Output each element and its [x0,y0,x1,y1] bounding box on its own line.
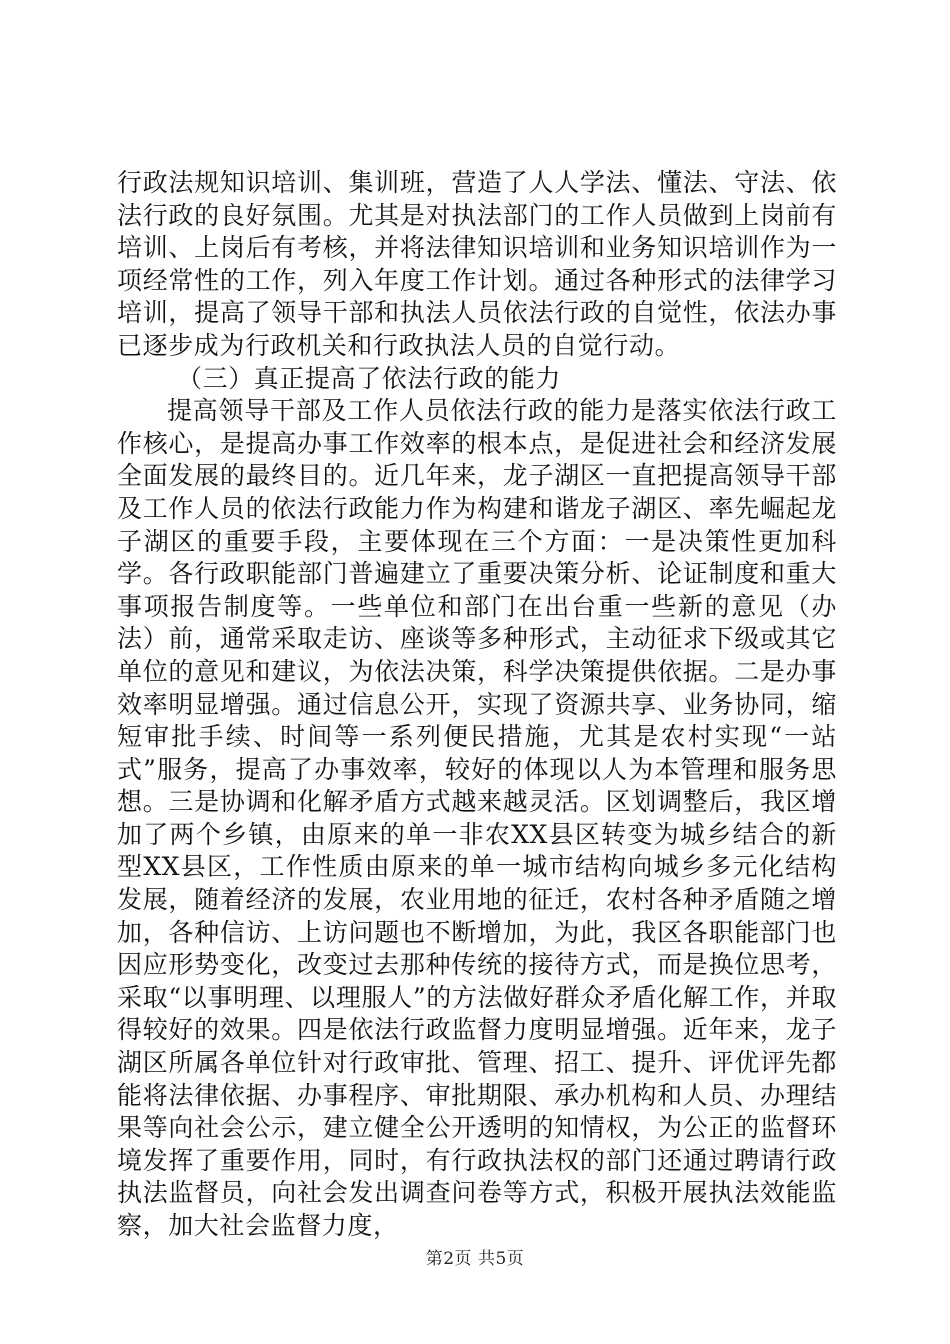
paragraph-continuation: 行政法规知识培训、集训班，营造了人人学法、懂法、守法、依法行政的良好氛围。尤其是对执法部门的工作人员做到上岗前有培训、上岗后有考核，并将法律知识培训和业务知识培训作为一项经常性的工作，列入年度工作计划。通过各种形式的法律学习培训，提高了领导干部和执法人员依法行政的自觉性，依法办事已逐步成为行政机关和行政执法人员的自觉行动。 [117,168,837,360]
document-body [117,167,837,1243]
section-heading: （三）真正提高了依法行政的能力 [177,363,562,393]
page-footer: 第2页 共5页 [425,1249,525,1269]
paragraph-main: 提高领导干部及工作人员依法行政的能力是落实依法行政工作核心，是提高办事工作效率的根本点，是促进社会和经济发展全面发展的最终目的。近几年来，龙子湖区一直把提高领导干部及工作人员的依法行政能力作为构建和谐龙子湖区、率先崛起龙子湖区的重要手段，主要体现在三个方面：一是决策性更加科学。各行政职能部门普遍建立了重要决策分析、论证制度和重大事项报告制度等。一些单位和部门在出台重一些新的意见（办法）前，通常采取走访、座谈等多种形式，主动征求下级或其它单位的意见和建议，为依法决策，科学决策提供依据。二是办事效率明显增强。通过信息公开，实现了资源共享、业务协同，缩短审批手续、时间等一系列便民措施，尤其是农村实现“一站式”服务，提高了办事效率，较好的体现以人为本管理和服务思想。三是协调和化解矛盾方式越来越灵活。区划调整后，我区增加了两个乡镇，由原来的单一非农XX县区转变为城乡结合的新型XX县区，工作性质由原来的单一城市结构向城乡多元化结构发展，随着经济的发展，农业用地的征迁，农村各种矛盾随之增加，各种信访、上访问题也不断增加，为此，我区各职能部门也因应形势变化，改变过去那种传统的接待方式，而是换位思考，采取“以事明理、以理服人”的方法做好群众矛盾化解工作，并取得较好的效果。四是依法行政监督力度明显增强。近年来，龙子湖区所属各单位针对行政审批、管理、招工、提升、评优评先都能将法律依据、办事程序、审批期限、承办机构和人员、办理结果等向社会公示，建立健全公开透明的知情权，为公正的监督环境发挥了重要作用，同时，有行政执法权的部门还通过聘请行政执法监督员，向社会发出调查问卷等方式，积极开展执法效能监察，加大社会监督力度， [117,396,837,1240]
